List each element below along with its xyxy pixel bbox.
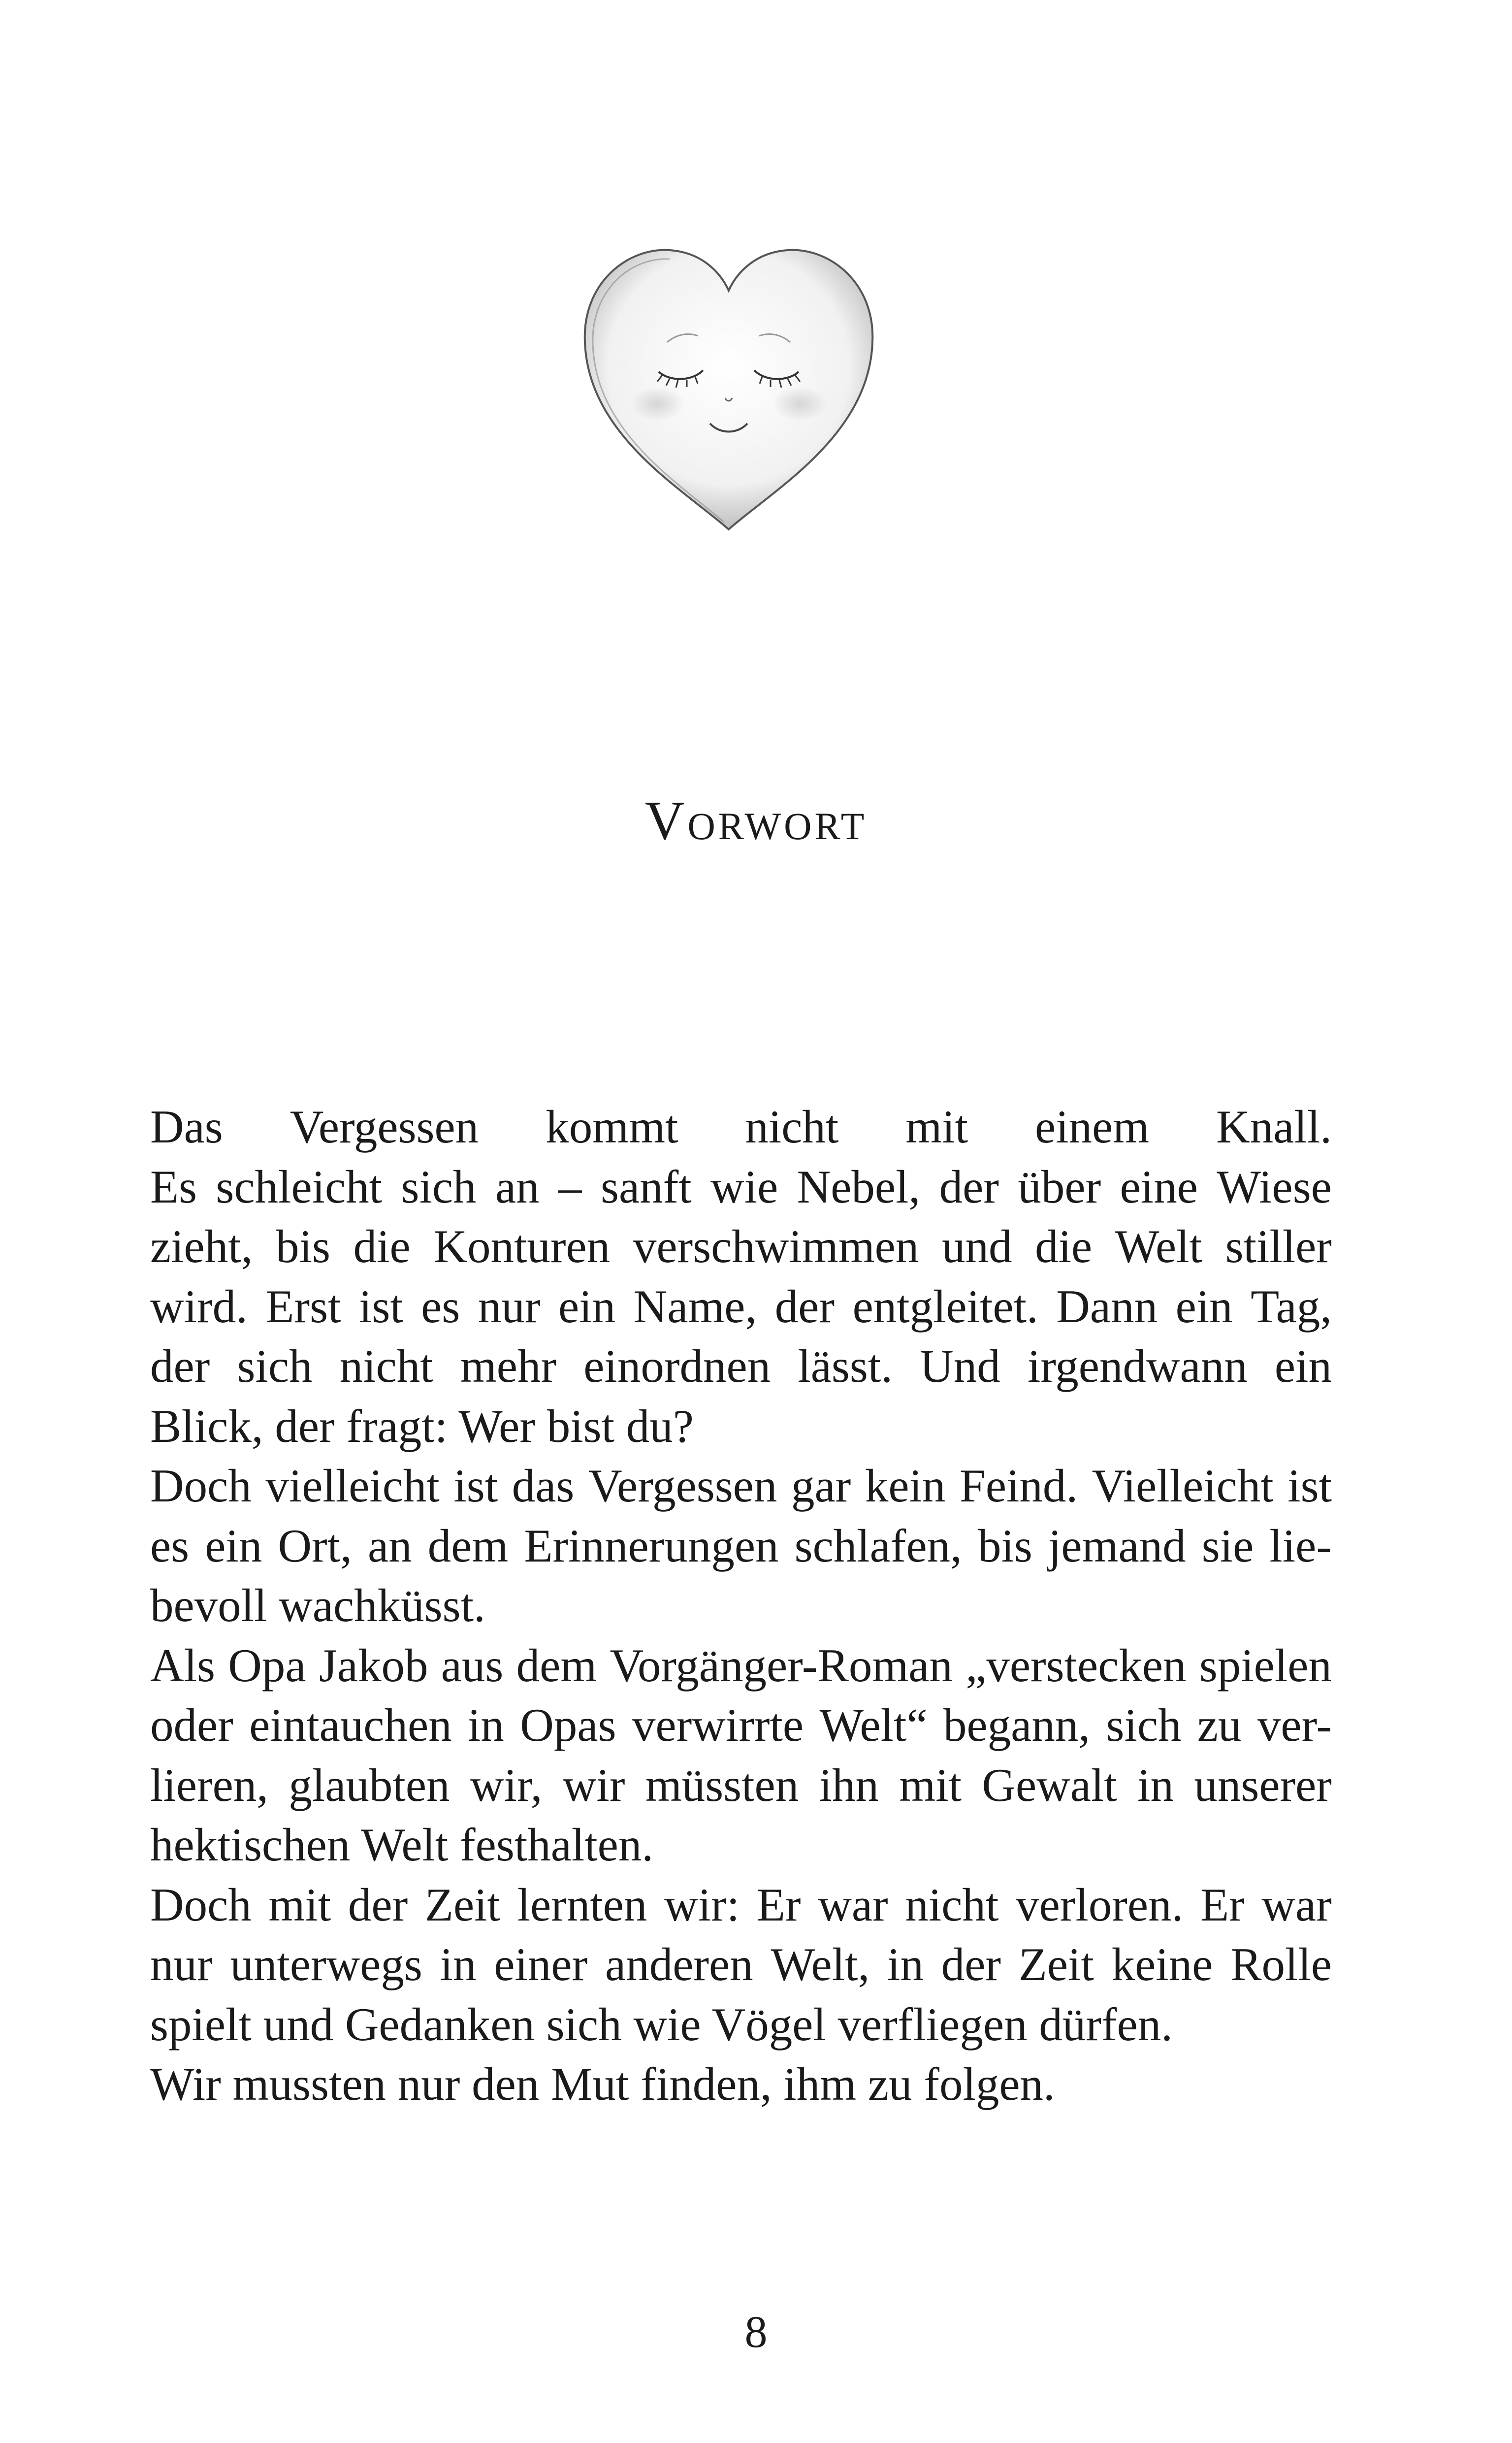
text-line: hektischen Welt festhalten. (150, 1819, 654, 1871)
word: jemand (1048, 1519, 1186, 1572)
word: kommt (546, 1101, 678, 1153)
word: lässt. (798, 1340, 893, 1392)
word: die (1035, 1220, 1093, 1272)
word: Doch (150, 1878, 252, 1931)
word: keine (1111, 1938, 1213, 1990)
word: „verstecken (965, 1639, 1187, 1692)
word: zu (1197, 1699, 1242, 1751)
word: ein (205, 1519, 262, 1572)
word: Welt, (771, 1938, 870, 1990)
word: Doch (150, 1460, 252, 1512)
text-line (150, 1935, 1332, 1995)
word: entgleitet. (852, 1280, 1038, 1333)
text-line: spielt und Gedanken sich wie Vögel verfliegen dürfen. (150, 1998, 1173, 2051)
word: dem (427, 1519, 509, 1572)
paragraph (150, 2054, 1332, 2115)
word: war (1261, 1878, 1332, 1931)
word: sanft (600, 1160, 692, 1213)
word: Jakob (319, 1639, 428, 1692)
paragraph (150, 1456, 1332, 1636)
word: unserer (1194, 1759, 1332, 1811)
word: Gewalt (982, 1759, 1117, 1811)
word: Als (150, 1639, 215, 1692)
word: an (367, 1519, 412, 1572)
word: Er (756, 1878, 801, 1931)
word: nicht (905, 1878, 999, 1931)
word: Dann (1056, 1280, 1158, 1333)
word: war (818, 1878, 888, 1931)
word: lie- (1269, 1519, 1332, 1572)
word: glaubten (289, 1759, 450, 1811)
word: müssten (645, 1759, 799, 1811)
word: begann, (943, 1699, 1091, 1751)
word: in (440, 1938, 477, 1990)
word: vielleicht (265, 1460, 440, 1512)
word: ein (1175, 1280, 1233, 1333)
word: Erst (265, 1280, 341, 1333)
word: Vielleicht (1092, 1460, 1274, 1512)
word: Das (150, 1101, 223, 1153)
page-number: 8 (744, 2307, 768, 2357)
text-line (150, 1277, 1332, 1337)
word: ihn (819, 1759, 879, 1811)
word: ist (358, 1280, 403, 1333)
word: Es (150, 1160, 197, 1213)
word: sich (1106, 1699, 1182, 1751)
text-line (150, 1516, 1332, 1576)
word: eine (1120, 1160, 1198, 1213)
word: gar (791, 1460, 851, 1512)
word: Nebel, (797, 1160, 921, 1213)
word: wir (562, 1759, 625, 1811)
text-line (150, 1695, 1332, 1756)
word: oder (150, 1699, 233, 1751)
word: Erinnerungen (524, 1519, 779, 1572)
word: das (512, 1460, 575, 1512)
word: verwirrte (632, 1699, 804, 1751)
text-line (150, 1157, 1332, 1217)
word: Zeit (1018, 1938, 1094, 1990)
word: Knall. (1216, 1101, 1332, 1153)
text-line: bevoll wachküsst. (150, 1579, 485, 1631)
word: ver- (1257, 1699, 1332, 1751)
word: aus (441, 1639, 504, 1692)
word: Zeit (424, 1878, 500, 1931)
word: die (353, 1220, 411, 1272)
word: kein (865, 1460, 946, 1512)
word: dem (516, 1639, 597, 1692)
word: in (1137, 1759, 1174, 1811)
word: der (941, 1938, 1001, 1990)
word: Vorgänger-Roman (610, 1639, 953, 1692)
word: lieren, (150, 1759, 269, 1811)
word: Welt“ (819, 1699, 928, 1751)
word: bis (977, 1519, 1032, 1572)
word: anderen (605, 1938, 753, 1990)
word: mit (905, 1101, 968, 1153)
chapter-title: Vorwort (644, 790, 868, 851)
paragraph (150, 1636, 1332, 1875)
word: Rolle (1230, 1938, 1332, 1990)
text-line (150, 1336, 1332, 1397)
word: Opa (228, 1639, 306, 1692)
word: über (1018, 1160, 1101, 1213)
text-line (150, 1636, 1332, 1696)
word: ist (1287, 1460, 1332, 1512)
word: der (150, 1340, 210, 1392)
word: mit (899, 1759, 962, 1811)
word: es (150, 1519, 190, 1572)
word: sich (401, 1160, 477, 1213)
word: in (887, 1938, 924, 1990)
paragraph (150, 1875, 1332, 2055)
word: nur (478, 1280, 541, 1333)
word: der (939, 1160, 999, 1213)
word: – (558, 1160, 582, 1213)
word: der (348, 1878, 408, 1931)
word: mit (268, 1878, 331, 1931)
word: Vergessen (588, 1460, 777, 1512)
word: verloren. (1016, 1878, 1184, 1931)
word: eintauchen (249, 1699, 452, 1751)
word: verschwimmen (633, 1220, 919, 1272)
sleeping-heart-icon (576, 241, 881, 537)
word: Opas (520, 1699, 616, 1751)
text-line: Wir mussten nur den Mut finden, ihm zu folgen. (150, 2058, 1055, 2110)
word: schlafen, (794, 1519, 962, 1572)
paragraph (150, 1097, 1332, 1456)
word: lernten (517, 1878, 647, 1931)
word: wird. (150, 1280, 248, 1333)
word: ein (558, 1280, 616, 1333)
word: an (495, 1160, 540, 1213)
word: in (468, 1699, 504, 1751)
word: ist (453, 1460, 498, 1512)
word: Vergessen (290, 1101, 479, 1153)
word: Name, (633, 1280, 757, 1333)
word: einordnen (583, 1340, 771, 1392)
word: nur (150, 1938, 213, 1990)
word: stiller (1225, 1220, 1332, 1272)
word: Konturen (433, 1220, 611, 1272)
word: nicht (745, 1101, 839, 1153)
word: Er (1200, 1878, 1245, 1931)
word: einer (494, 1938, 588, 1990)
word: einem (1035, 1101, 1150, 1153)
foreword-body (150, 1097, 1332, 2115)
word: zieht, (150, 1220, 253, 1272)
word: wie (710, 1160, 778, 1213)
word: Tag, (1251, 1280, 1332, 1333)
word: bis (276, 1220, 330, 1272)
text-line (150, 1217, 1332, 1277)
word: irgendwann (1027, 1340, 1248, 1392)
text-line (150, 1456, 1332, 1516)
word: Feind. (960, 1460, 1078, 1512)
word: ein (1274, 1340, 1332, 1392)
word: sie (1201, 1519, 1254, 1572)
word: nicht (339, 1340, 433, 1392)
word: Ort, (278, 1519, 352, 1572)
word: Welt (1115, 1220, 1202, 1272)
word: es (421, 1280, 460, 1333)
word: schleicht (216, 1160, 383, 1213)
text-line: Blick, der fragt: Wer bist du? (150, 1400, 694, 1452)
text-line (150, 1756, 1332, 1816)
word: wir, (470, 1759, 543, 1811)
word: und (941, 1220, 1012, 1272)
word: der (774, 1280, 835, 1333)
word: mehr (460, 1340, 557, 1392)
word: Und (920, 1340, 1000, 1392)
word: Wiese (1217, 1160, 1332, 1213)
text-line (150, 1097, 1332, 1157)
word: unterwegs (230, 1938, 422, 1990)
word: sich (237, 1340, 313, 1392)
text-line (150, 1875, 1332, 1935)
word: wir: (664, 1878, 740, 1931)
word: spielen (1199, 1639, 1332, 1692)
